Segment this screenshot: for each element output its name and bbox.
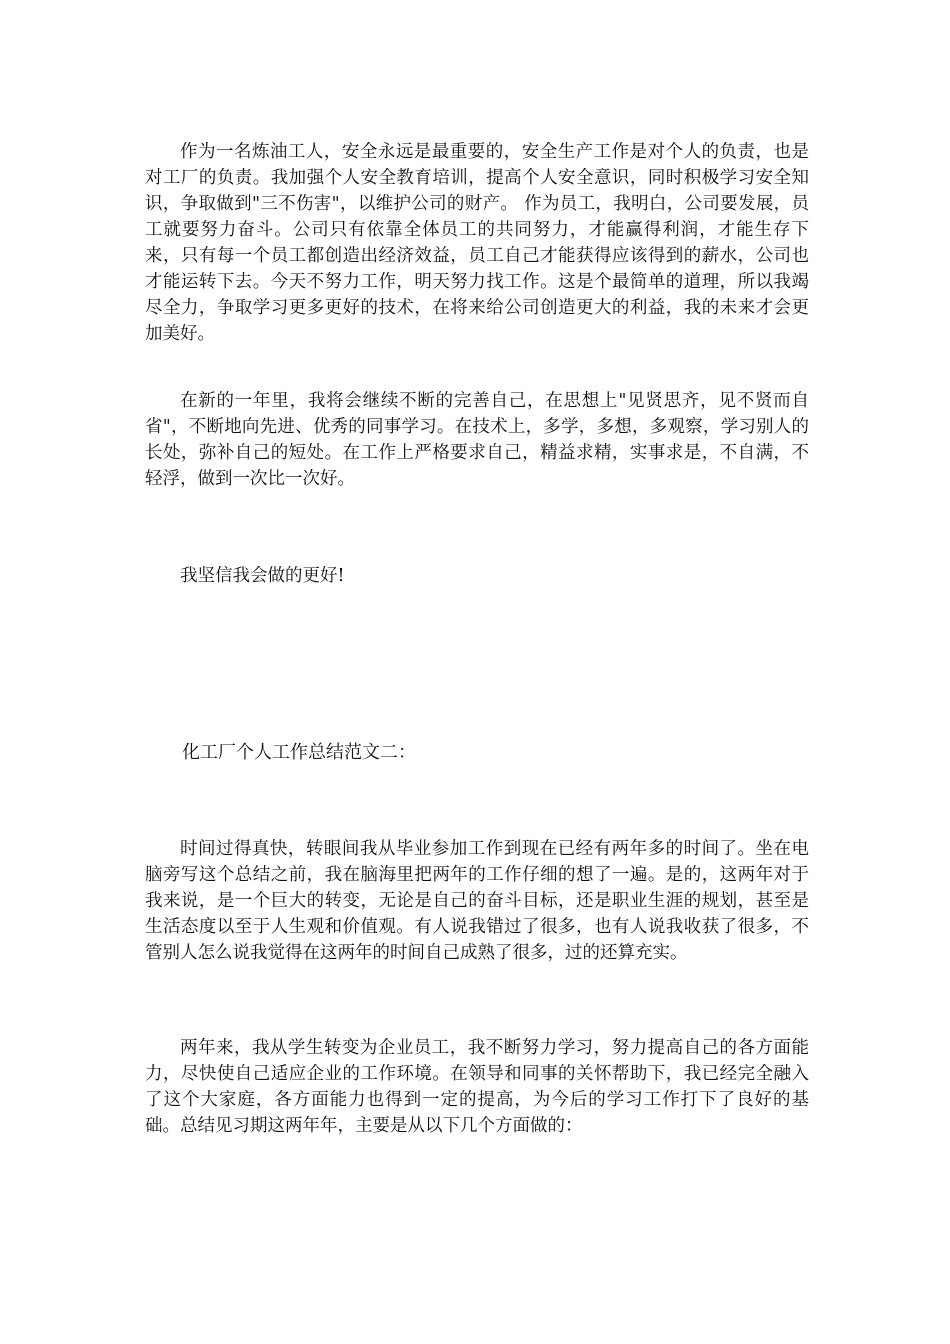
paragraph-new-year: 在新的一年里，我将会继续不断的完善自己，在思想上"见贤思齐，见不贤而自省"，不断地向先进、优秀的同事学习。在技术上，多学，多想，多观察，学习别人的长处，弥补自己的短处。在工作上严格要求自己，精益求精，实事求是，不自满，不轻浮，做到一次比一次好。 [145, 391, 809, 489]
paragraph-time-flies: 时间过得真快，转眼间我从毕业参加工作到现在已经有两年多的时间了。坐在电脑旁写这个总结之前，我在脑海里把两年的工作仔细的想了一遍。是的，这两年对于我来说，是一个巨大的转变，无论是自己的奋斗目标，还是职业生涯的规划，甚至是生活态度以至于人生观和价值观。有人说我错过了很多，也有人说我收获了很多，不管别人怎么说我觉得在这两年的时间自己成熟了很多，过的还算充实。 [145, 839, 809, 963]
paragraph-confidence: 我坚信我会做的更好! [180, 566, 345, 586]
paragraph-safety: 作为一名炼油工人，安全永远是最重要的，安全生产工作是对个人的负责，也是对工厂的负责。我加强个人安全教育培训，提高个人安全意识，同时积极学习安全知识，争取做到"三不伤害"，以维护公司的财产。 作为员工，我明白，公司要发展，员工就要努力奋斗。公司只有依靠全体员工的共同努力，才能赢得利润，才能生存下来，只有每一个员工都创造出经济效益，员工自己才能获得应该得到的薪水，公司也才能运转下去。今天不努力工作，明天努力找工作。这是个最简单的道理，所以我竭尽全力，争取学习更多更好的技术，在将来给公司创造更大的利益，我的未来才会更加美好。 [145, 142, 809, 344]
paragraph-two-years: 两年来，我从学生转变为企业员工，我不断努力学习，努力提高自己的各方面能力，尽快使自己适应企业的工作环境。在领导和同事的关怀帮助下，我已经完全融入了这个大家庭，各方面能力也得到一定的提高，为今后的学习工作打下了良好的基础。总结见习期这两年年，主要是从以下几个方面做的： [145, 1038, 809, 1136]
section-heading: 化工厂个人工作总结范文二： [182, 742, 416, 763]
